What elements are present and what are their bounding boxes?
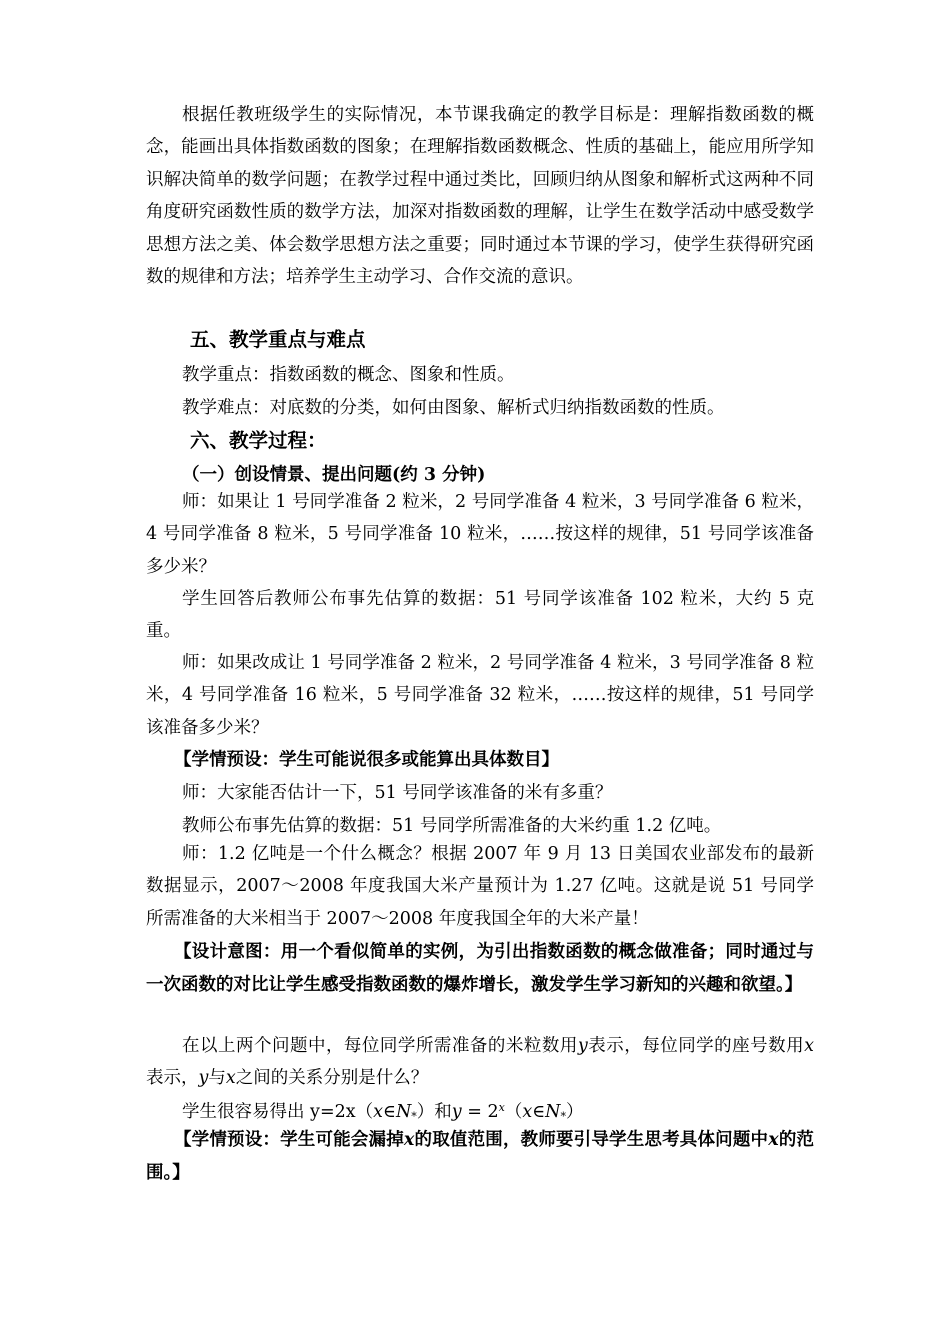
design-intent: 【设计意图：用一个看似简单的实例，为引出指数函数的概念做准备；同时通过与一次函数的对比让学生感受指数函数的爆炸增长，激发学生学习新知的兴趣和欲望。】	[146, 942, 814, 995]
var-x: x	[804, 1036, 815, 1056]
var-x-2: x	[225, 1068, 236, 1089]
student-formula-answer	[182, 1098, 583, 1123]
section-heading-process: 六、教学过程：	[190, 429, 327, 452]
natural-numbers-symbol-2: N	[545, 1102, 561, 1122]
answer-equals-two: = 2	[461, 1102, 499, 1122]
preset-2-text-a: 【学情预设：学生可能会漏掉	[174, 1130, 404, 1150]
relation-question-text-e: 之间的关系分别是什么？	[235, 1068, 429, 1089]
positive-star-2: *	[560, 1110, 566, 1123]
answer-var-y: y	[451, 1102, 462, 1122]
teacher-question-1: 师：如果让 1 号同学准备 2 粒米，2 号同学准备 4 粒米，3 号同学准备 6 粒米，4 号同学准备 8 粒米，5 号同学准备 10 粒米，……按这样的规律，51 号同学该准备多少米？	[146, 492, 814, 577]
answer-text-a: 学生很容易得出 y=2x（	[182, 1102, 374, 1122]
natural-numbers-symbol-1: N	[395, 1102, 412, 1122]
student-answer-1: 学生回答后教师公布事先估算的数据：51 号同学该准备 102 粒米，大约 5 克重。	[146, 589, 814, 642]
answer-var-x-1: x	[373, 1102, 383, 1122]
var-y-2: y	[198, 1068, 209, 1089]
answer-text-c: （	[504, 1102, 523, 1122]
preset-2-text-b: 的取值范围，教师要引导学生思考具体问题中	[414, 1130, 769, 1150]
teacher-question-2: 师：如果改成让 1 号同学准备 2 粒米，2 号同学准备 4 粒米，3 号同学准备 8 粒米，4 号同学准备 16 粒米，5 号同学准备 32 粒米，……按这样的规律，51 号同学该准备多少米？	[146, 653, 814, 738]
learning-preset-1: 【学情预设：学生可能说很多或能算出具体数目】	[174, 750, 559, 770]
relation-question-text-d: 与	[208, 1068, 226, 1089]
relation-question	[146, 1030, 814, 1095]
element-of-symbol-2: ∈	[532, 1102, 546, 1122]
relation-question-text-c: 表示，	[146, 1068, 199, 1089]
var-y: y	[577, 1036, 588, 1056]
teacher-question-3: 师：大家能否估计一下，51 号同学该准备的米有多重？	[182, 783, 613, 803]
positive-star-1: *	[411, 1110, 417, 1123]
answer-text-d: ）	[565, 1102, 584, 1122]
teaching-goal-paragraph: 根据任教班级学生的实际情况，本节课我确定的教学目标是：理解指数函数的概念，能画出具体指数函数的图象；在理解指数函数概念、性质的基础上，能应用所学知识解决简单的数学问题；在教学过程中通过类比，回顾归纳从图象和解析式这两种不同角度研究函数性质的数学方法，加深对指数函数的理解，让学生在数学活动中感受数学思想方法之美、体会数学思想方法之重要；同时通过本节课的学习，使学生获得研究函数的规律和方法；培养学生主动学习、合作交流的意识。	[146, 105, 814, 288]
preset-2-var-x-2: x	[768, 1130, 779, 1150]
answer-text-b: ）和	[416, 1102, 452, 1122]
teacher-explanation: 师：1.2 亿吨是一个什么概念？根据 2007 年 9 月 13 日美国农业部发布的最新数据显示，2007～2008 年度我国大米产量预计为 1.27 亿吨。这就是说 51 号同学所需准备的大米相当于 2007～2008 年度我国全年的大米产量！	[146, 844, 814, 929]
difficulty-line: 教学难点：对底数的分类，如何由图象、解析式归纳指数函数的性质。	[182, 398, 725, 418]
relation-question-text-b: 表示，每位同学的座号数用	[587, 1036, 805, 1056]
key-point-line: 教学重点：指数函数的概念、图象和性质。	[182, 365, 515, 385]
relation-question-text-a: 在以上两个问题中，每位同学所需准备的米粒数用	[182, 1036, 578, 1056]
exponent-x: x	[498, 1101, 505, 1114]
subsection-heading-scenario: （一）创设情景、提出问题(约 3 分钟)	[182, 465, 486, 485]
learning-preset-2	[146, 1124, 814, 1190]
element-of-symbol-1: ∈	[383, 1102, 396, 1122]
teacher-announcement: 教师公布事先估算的数据：51 号同学所需准备的大米约重 1.2 亿吨。	[182, 816, 722, 836]
section-heading-key-points: 五、教学重点与难点	[190, 328, 366, 351]
preset-2-text-c: 的范围。】	[146, 1130, 815, 1183]
preset-2-var-x: x	[403, 1130, 415, 1150]
answer-var-x-2: x	[522, 1102, 533, 1122]
